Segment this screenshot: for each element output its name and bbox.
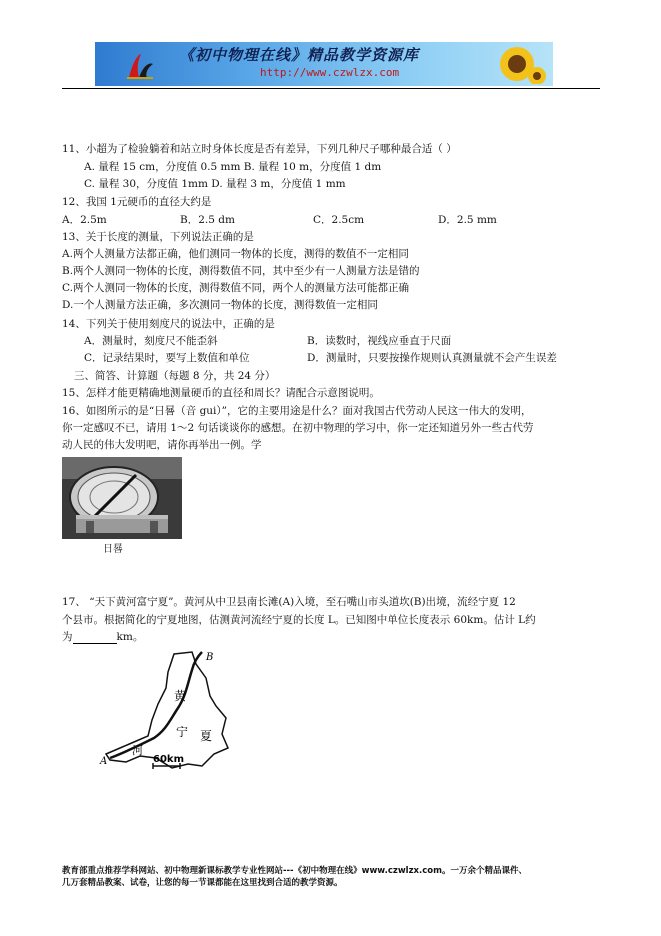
ningxia-map: [96, 648, 236, 776]
q14-stem: 14、下列关于使用刻度尺的说法中，正确的是: [62, 318, 275, 330]
q17-line-3: [62, 630, 143, 644]
q12-option-b: B．2.5 dm: [180, 214, 235, 226]
q11-stem: 11、小超为了检验躺着和站立时身体长度是否有差异，下列几种尺子哪种最合适（ ）: [62, 143, 457, 155]
q17-line-1: 17、 “天下黄河富宁夏”。黄河从中卫县南长滩(A)入境，至石嘴山市头道坎(B)出境，流经宁夏 12: [62, 596, 516, 608]
yellow-river-line: [110, 652, 202, 758]
section-heading: 三、简答、计算题（每题 8 分，共 24 分）: [74, 370, 276, 382]
map-label-he: 河: [132, 744, 143, 757]
map-label-ning: 宁: [176, 725, 189, 739]
q16-line-1: 16、如图所示的是“日晷（音 gui）”，它的主要用途是什么？面对我国古代劳动人民这一伟大的发明，: [62, 405, 532, 417]
q13-stem: 13、关于长度的测量，下列说法正确的是: [62, 231, 254, 243]
q12-option-d: D．2.5 mm: [438, 214, 497, 226]
banner-url: http://www.czwlzx.com: [260, 66, 400, 79]
map-label-xia: 夏: [200, 729, 213, 743]
q16-line-2: 你一定感叹不已，请用 1～2 句话谈谈你的感想。在初中物理的学习中，你一定还知道另外一些古代劳: [62, 422, 534, 434]
sundial-caption: 日晷: [103, 544, 123, 555]
q13-option-a: A.两个人测量方法都正确，他们测同一物体的长度，测得的数值不一定相同: [62, 248, 409, 260]
q12-option-a: A．2.5m: [62, 214, 107, 226]
q13-option-b: B.两个人测同一物体的长度，测得数值不同，其中至少有一人测量方法是错的: [62, 265, 420, 277]
map-label-a: A: [100, 756, 108, 767]
q12-stem: 12、我国 1元硬币的直径大约是: [62, 196, 212, 208]
header-banner: [95, 42, 553, 86]
q13-option-c: C.两个人测同一物体的长度，测得数值不同，两个人的测量方法可能都正确: [62, 282, 409, 294]
q17-line-3-prefix: 为: [62, 631, 73, 643]
banner-title: 《初中物理在线》精品教学资源库: [179, 46, 420, 64]
q16-line-3: 动人民的伟大发明吧，请你再举出一例。学: [62, 439, 262, 451]
map-scale-label: 60km: [153, 754, 184, 765]
answer-blank[interactable]: [73, 633, 117, 644]
q14-option-b: B．读数时，视线应垂直于尺面: [307, 335, 452, 347]
q13-option-d: D.一个人测量方法正确，多次测同一物体的长度，测得数值一定相同: [62, 299, 378, 311]
map-label-huang: 黄: [174, 689, 187, 703]
q12-option-c: C．2.5cm: [313, 214, 365, 226]
q15-stem: 15、怎样才能更精确地测量硬币的直径和周长？请配合示意图说明。: [62, 387, 380, 399]
footer-line-1: 教育部重点推荐学科网站、初中物理新课标教学专业性网站---《初中物理在线》www.czwlzx.com。一万余个精品课件、: [62, 866, 527, 876]
footer-line-2: 几万套精品教案、试卷，让您的每一节课都能在这里找到合适的教学资源。: [62, 878, 343, 888]
q17-line-3-suffix: km。: [116, 631, 144, 643]
sunflower-icon: [487, 44, 547, 84]
q14-option-a: A．测量时，刻度尺不能歪斜: [84, 335, 218, 347]
map-border: [106, 652, 228, 768]
q14-option-c: C．记录结果时，要写上数值和单位: [84, 352, 250, 364]
q11-options-cd: C. 量程 30，分度值 1mm D. 量程 3 m，分度值 1 mm: [84, 178, 346, 190]
sundial-image: [62, 457, 182, 539]
q11-options-ab: A. 量程 15 cm，分度值 0.5 mm B. 量程 10 m，分度值 1 dm: [84, 161, 382, 173]
map-label-b: B: [206, 652, 214, 663]
header-divider: [62, 88, 600, 89]
q17-line-2: 个县市。根据简化的宁夏地图，估测黄河流经宁夏的长度 L。已知图中单位长度表示 60km。估计 L约: [62, 614, 536, 626]
site-logo-icon: [125, 52, 155, 80]
q14-option-d: D．测量时，只要按操作规则认真测量就不会产生误差: [307, 352, 557, 364]
